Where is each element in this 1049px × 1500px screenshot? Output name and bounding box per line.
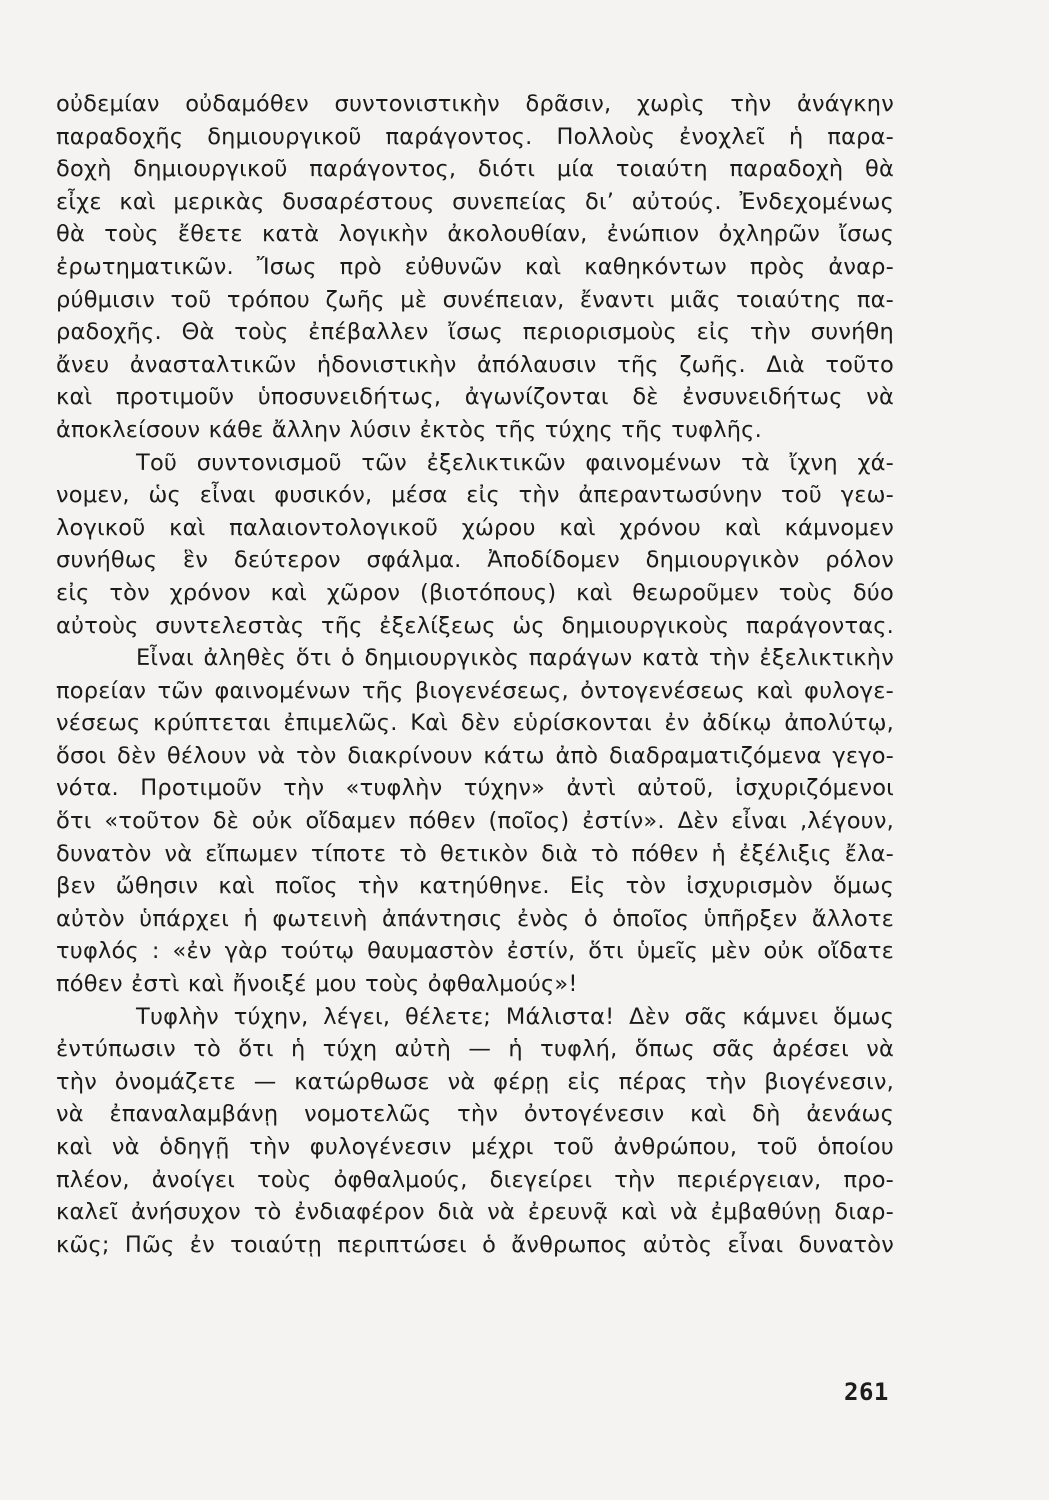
text-line: πλέον, ἀνοίγει τοὺς ὀφθαλμούς, διεγείρει τὴν περιέργειαν, προ- [56, 1166, 894, 1193]
text-line: καὶ προτιμοῦν ὑποσυνειδήτως, ἀγωνίζονται δὲ ἐνσυνειδήτως νὰ [56, 384, 894, 411]
text-line: νὰ ἐπαναλαμβάνῃ νομοτελῶς τὴν ὀντογένεσιν καὶ δὴ ἀενάως [56, 1101, 894, 1128]
text-line: Τοῦ συντονισμοῦ τῶν ἐξελικτικῶν φαινομένων τὰ ἴχνη χά- [136, 449, 894, 476]
paragraph-4 [56, 1001, 894, 1262]
text-line: Εἶναι ἀληθὲς ὅτι ὁ δημιουργικὸς παράγων κατὰ τὴν ἐξελικτικὴν [136, 645, 894, 672]
text-line: νέσεως κρύπτεται ἐπιμελῶς. Καὶ δὲν εὑρίσκονται ἐν ἀδίκῳ ἀπολύτῳ, [56, 710, 894, 737]
text-line: βεν ὤθησιν καὶ ποῖος τὴν κατηύθηνε. Εἰς τὸν ἰσχυρισμὸν ὅμως [56, 873, 894, 900]
text-line: ἄνευ ἀνασταλτικῶν ἡδονιστικὴν ἀπόλαυσιν τῆς ζωῆς. Διὰ τοῦτο [56, 351, 894, 378]
text-line: λογικοῦ καὶ παλαιοντολογικοῦ χώρου καὶ χρόνου καὶ κάμνομεν [56, 514, 894, 541]
text-line: ἐντύπωσιν τὸ ὅτι ἡ τύχη αὐτὴ — ἡ τυφλή, ὅπως σᾶς ἀρέσει νὰ [56, 1036, 894, 1063]
text-line: παραδοχῆς δημιουργικοῦ παράγοντος. Πολλοὺς ἐνοχλεῖ ἡ παρα- [56, 123, 894, 150]
text-line: δοχὴ δημιουργικοῦ παράγοντος, διότι μία τοιαύτη παραδοχὴ θὰ [56, 156, 894, 183]
text-line: ἐρωτηματικῶν. Ἴσως πρὸ εὐθυνῶν καὶ καθηκόντων πρὸς ἀναρ- [56, 253, 894, 280]
text-line: εἶχε καὶ μερικὰς δυσαρέστους συνεπείας δι’ αὐτούς. Ἐνδεχομένως [56, 188, 894, 215]
text-line: αὐτοὺς συντελεστὰς τῆς ἐξελίξεως ὡς δημιουργικοὺς παράγοντας. [56, 612, 894, 639]
text-line: οὐδεμίαν οὐδαμόθεν συντονιστικὴν δρᾶσιν, χωρὶς τὴν ἀνάγκην [56, 91, 894, 117]
paragraph-1 [56, 88, 894, 447]
text-line: κῶς; Πῶς ἐν τοιαύτῃ περιπτώσει ὁ ἄνθρωπος αὐτὸς εἶναι δυνατὸν [56, 1231, 894, 1258]
paragraph-2 [56, 447, 894, 643]
text-line: ἀποκλείσουν κάθε ἄλλην λύσιν ἐκτὸς τῆς τύχης τῆς τυφλῆς. [56, 416, 762, 443]
text-line: Τυφλὴν τύχην, λέγει, θέλετε; Μάλιστα! Δὲν σᾶς κάμνει ὅμως [136, 1003, 894, 1030]
text-line: εἰς τὸν χρόνον καὶ χῶρον (βιοτόπους) καὶ θεωροῦμεν τοὺς δύο [56, 579, 894, 606]
text-line: δυνατὸν νὰ εἴπωμεν τίποτε τὸ θετικὸν διὰ τὸ πόθεν ἡ ἐξέλιξις ἔλα- [56, 840, 894, 867]
text-line: ρύθμισιν τοῦ τρόπου ζωῆς μὲ συνέπειαν, ἔναντι μιᾶς τοιαύτης πα- [56, 286, 894, 313]
text-line: συνήθως ἓν δεύτερον σφάλμα. Ἀποδίδομεν δημιουργικὸν ρόλον [56, 547, 894, 574]
text-line: πορείαν τῶν φαινομένων τῆς βιογενέσεως, ὀντογενέσεως καὶ φυλογε- [56, 677, 894, 704]
text-line: τυφλός : «ἐν γὰρ τούτῳ θαυμαστὸν ἐστίν, ὅτι ὑμεῖς μὲν οὐκ οἴδατε [56, 938, 894, 965]
body-text [56, 88, 894, 1261]
text-line: θὰ τοὺς ἔθετε κατὰ λογικὴν ἀκολουθίαν, ἐνώπιον ὀχληρῶν ἴσως [56, 221, 894, 248]
text-line: ὅτι «τοῦτον δὲ οὐκ οἴδαμεν πόθεν (ποῖος) ἐστίν». Δὲν εἶναι ,λέγουν, [56, 808, 894, 835]
text-line: ραδοχῆς. Θὰ τοὺς ἐπέβαλλεν ἴσως περιορισμοὺς εἰς τὴν συνήθη [56, 319, 894, 346]
text-line: νότα. Προτιμοῦν τὴν «τυφλὴν τύχην» ἀντὶ αὐτοῦ, ἰσχυριζόμενοι [56, 775, 894, 802]
paragraph-3 [56, 642, 894, 1001]
text-line: καλεῖ ἀνήσυχον τὸ ἐνδιαφέρον διὰ νὰ ἐρευνᾷ καὶ νὰ ἐμβαθύνῃ διαρ- [56, 1199, 894, 1226]
text-line: ὅσοι δὲν θέλουν νὰ τὸν διακρίνουν κάτω ἀπὸ διαδραματιζόμενα γεγο- [56, 742, 894, 769]
text-line: αὐτὸν ὑπάρχει ἡ φωτεινὴ ἀπάντησις ἐνὸς ὁ ὁποῖος ὑπῆρξεν ἄλλοτε [56, 905, 894, 932]
text-line: νομεν, ὡς εἶναι φυσικόν, μέσα εἰς τὴν ἀπεραντωσύνην τοῦ γεω- [56, 482, 894, 509]
page-number: 261 [844, 1378, 889, 1406]
text-line: καὶ νὰ ὁδηγῇ τὴν φυλογένεσιν μέχρι τοῦ ἀνθρώπου, τοῦ ὁποίου [56, 1134, 894, 1160]
text-line: πόθεν ἐστὶ καὶ ἤνοιξέ μου τοὺς ὀφθαλμούς»! [56, 971, 578, 998]
text-line: τὴν ὀνομάζετε — κατώρθωσε νὰ φέρῃ εἰς πέρας τὴν βιογένεσιν, [56, 1068, 894, 1095]
